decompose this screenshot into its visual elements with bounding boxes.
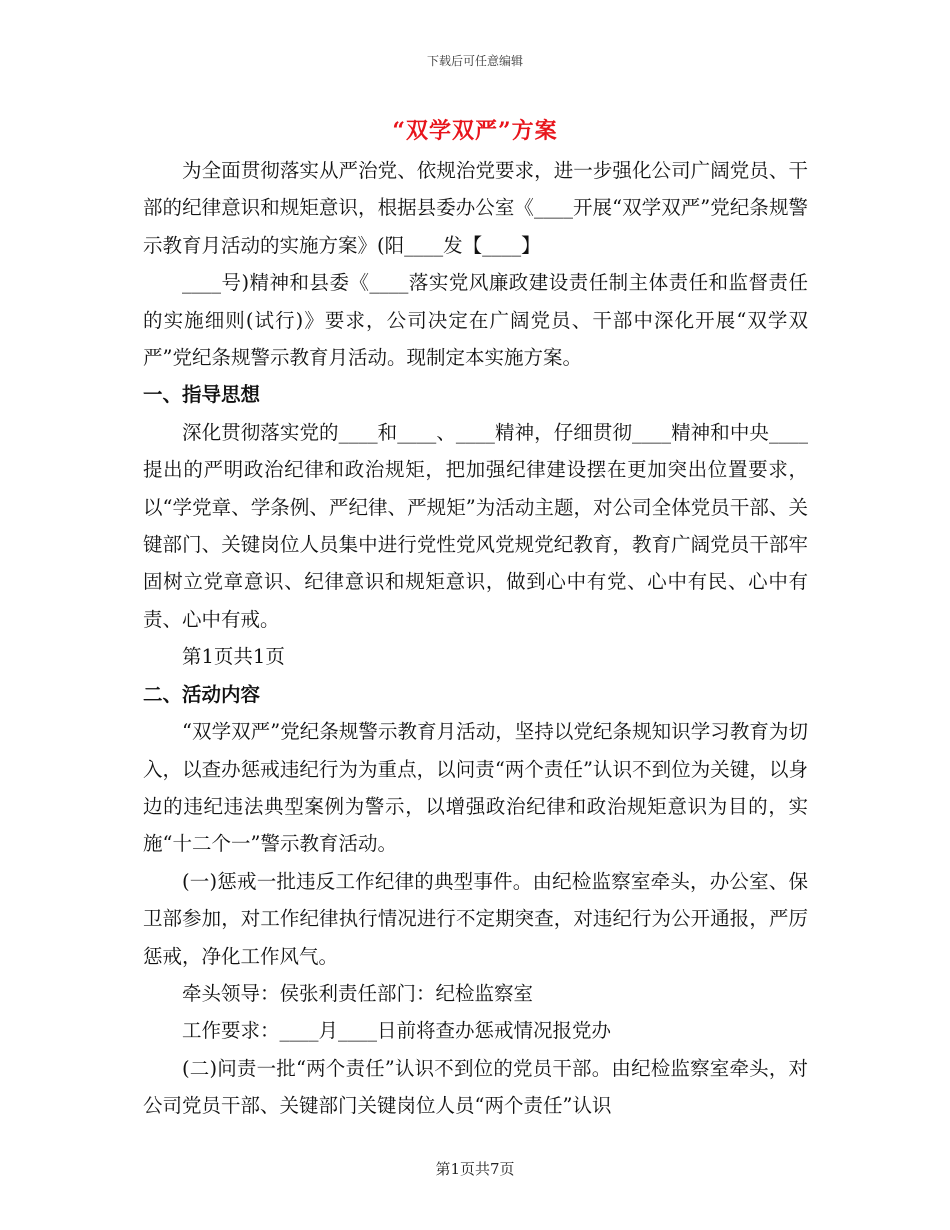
section-2-heading: 二、活动内容	[143, 682, 261, 706]
section-1-paragraph: 深化贯彻落实党的____和____、____精神，仔细贯彻____精神和中央____提出的严明政治纪律和政治规矩，把加强纪律建设摆在更加突出位置要求，以“学党章、学条例、严纪律、严规矩”为活动主题，对公司全体党员干部、关键部门、关键岗位人员集中进行党性党风党规党纪教育，教育广阔党员干部牢固树立党章意识、纪律意识和规矩意识，做到心中有党、心中有民、心中有责、心中有戒。	[143, 420, 808, 631]
page-header-note: 下载后可任意编辑	[426, 54, 523, 68]
section-2-paragraph: “双学双严”党纪条规警示教育月活动，坚持以党纪条规知识学习教育为切入，以查办惩戒违纪行为为重点，以问责“两个责任”认识不到位为关键，以身边的违纪违法典型案例为警示，以增强政治纪律和政治规矩意识为目的，实施“十二个一”警示教育活动。	[143, 720, 808, 856]
item-1-paragraph: (一)惩戒一批违反工作纪律的典型事件。由纪检监察室牵头，办公室、保卫部参加，对工作纪律执行情况进行不定期突查，对违纪行为公开通报，严厉惩戒，净化工作风气。	[143, 869, 808, 968]
document-body	[143, 152, 808, 1125]
page-footer-number: 第1页共7页	[435, 1160, 515, 1178]
intro-paragraph-1: 为全面贯彻落实从严治党、依规治党要求，进一步强化公司广阔党员、干部的纪律意识和规矩意识，根据县委办公室《____开展“双学双严”党纪条规警示教育月活动的实施方案》(阳____发【____】	[143, 159, 808, 257]
item-2-paragraph: (二)问责一批“两个责任”认识不到位的党员干部。由纪检监察室牵头，对公司党员干部、关键部门关键岗位人员“两个责任”认识	[143, 1056, 808, 1118]
document-title: “双学双严”方案	[392, 118, 558, 144]
item-1-leader: 牵头领导：侯张利责任部门：纪检监察室	[182, 981, 534, 1005]
section-1-heading: 一、指导思想	[143, 383, 261, 407]
inner-page-number: 第1页共1页	[182, 645, 285, 669]
intro-paragraph-2: ____号)精神和县委《____落实党风廉政建设责任制主体责任和监督责任的实施细则(试行)》要求，公司决定在广阔党员、干部中深化开展“双学双严”党纪条规警示教育月活动。现制定本实施方案。	[143, 271, 808, 370]
item-1-requirement: 工作要求：____月____日前将查办惩戒情况报党办	[182, 1019, 612, 1043]
